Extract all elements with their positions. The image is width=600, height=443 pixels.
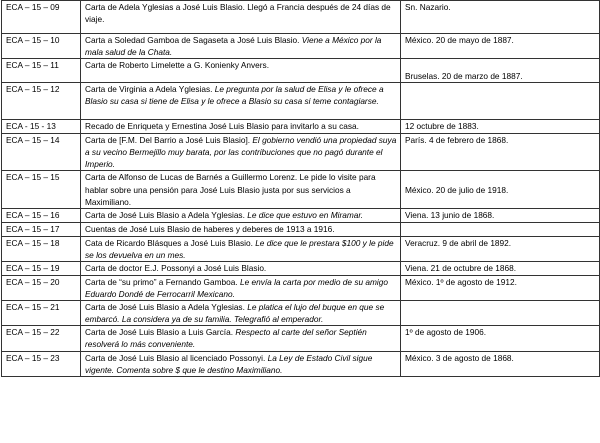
table-row [2, 222, 600, 236]
table-row [2, 34, 600, 59]
cell-description [81, 120, 401, 134]
cell-place-date: Sn. Nazario. [401, 1, 600, 34]
description-text: Cata de Ricardo Blásques a José Luis Blasio. [85, 237, 256, 248]
table-row [2, 120, 600, 134]
description-text: Carta de José Luis Blasio a Adela Yglesias. [85, 302, 248, 313]
cell-description [81, 351, 401, 376]
description-summary: Le pregunta por la salud de Elisa y le ofrece a Blasio su casa si tiene de Elisa y le ofrece a Blasio su casa si teme contagiarse. [85, 84, 384, 107]
catalog-body [2, 1, 600, 377]
table-row [2, 59, 600, 83]
cell-place-date: Viena. 13 junio de 1868. [401, 208, 600, 222]
cell-place-date: 1º de agosto de 1906. [401, 326, 600, 351]
cell-description [81, 1, 401, 34]
cell-code: ECA – 15 – 14 [2, 134, 81, 171]
description-text: Carta de [F.M. Del Barrio a José Luis Blasio]. [85, 135, 253, 146]
description-summary: El gobierno vendió una propiedad suya a su vecino Bermejillo muy barata, por las contribuciones que no pagó durante el Imperio. [85, 135, 397, 170]
description-summary: Respecto al carte del señor Septién resolverá lo más conveniente. [85, 327, 367, 350]
description-summary: Le platica el lujo del buque en que se embarcó. La considera ya de su familia. Telegrafió al emperador. [85, 302, 385, 325]
cell-place-date: México. 20 de mayo de 1887. [401, 34, 600, 59]
description-summary: Viene a México por la mala salud de la Chata. [85, 35, 382, 58]
cell-code: ECA – 15 – 20 [2, 275, 81, 300]
cell-description [81, 222, 401, 236]
cell-place-date: Viena. 21 de octubre de 1868. [401, 261, 600, 275]
table-row [2, 261, 600, 275]
cell-description [81, 301, 401, 326]
description-text: Carta de Adela Yglesias a José Luis Blasio. Llegó a Francia después de 24 días de viaje. [85, 2, 391, 25]
cell-code: ECA – 15 – 18 [2, 236, 81, 261]
cell-description [81, 236, 401, 261]
cell-place-date: México. 20 de julio de 1918. [401, 171, 600, 208]
cell-place-date: Bruselas. 20 de marzo de 1887. [401, 59, 600, 83]
table-row [2, 326, 600, 351]
description-summary: Le envía la carta por medio de su amigo Eduardo Dondé de Ferrocarril Mexicano. [85, 276, 389, 300]
cell-description [81, 83, 401, 120]
description-summary: Le dice que le prestara $100 y le pide se los devuelva en un mes. [85, 237, 394, 260]
cell-place-date [401, 222, 600, 236]
description-text: Carta de Roberto Limelette a G. Konienky Anvers. [85, 60, 270, 71]
cell-code: ECA – 15 – 22 [2, 326, 81, 351]
cell-description [81, 261, 401, 275]
table-row [2, 83, 600, 120]
table-row [2, 236, 600, 261]
cell-code: ECA – 15 – 21 [2, 301, 81, 326]
cell-code: ECA – 15 – 09 [2, 1, 81, 34]
description-text: Carta de José Luis Blasio a Luis García. [85, 327, 236, 338]
cell-place-date [401, 301, 600, 326]
cell-code: ECA - 15 - 13 [2, 120, 81, 134]
description-text: Recado de Enriqueta y Ernestina José Luis Blasio para invitarlo a su casa. [85, 121, 359, 132]
cell-place-date: Veracruz. 9 de abril de 1892. [401, 236, 600, 261]
cell-code: ECA – 15 – 12 [2, 83, 81, 120]
cell-description [81, 171, 401, 208]
table-row [2, 1, 600, 34]
cell-code: ECA – 15 – 17 [2, 222, 81, 236]
cell-place-date: París. 4 de febrero de 1868. [401, 134, 600, 171]
cell-code: ECA – 15 – 15 [2, 171, 81, 208]
document-catalog-table [1, 0, 600, 377]
cell-description [81, 275, 401, 300]
description-text: Carta de José Luis Blasio al licenciado Possonyi. [85, 352, 268, 363]
cell-code: ECA – 15 – 23 [2, 351, 81, 376]
cell-description [81, 134, 401, 171]
description-text: Cuentas de José Luis Blasio de haberes y deberes de 1913 a 1916. [85, 223, 335, 234]
table-row [2, 301, 600, 326]
cell-description [81, 208, 401, 222]
cell-code: ECA – 15 – 16 [2, 208, 81, 222]
table-row [2, 171, 600, 208]
description-text: Carta de José Luis Blasio a Adela Yglesias. [85, 209, 248, 220]
description-text: Carta de Virginia a Adela Yglesias. [85, 84, 215, 95]
table-row [2, 134, 600, 171]
description-summary: La Ley de Estado Civil sigue vigente. Comenta sobre $ que le destino Maximiliano. [85, 352, 373, 375]
cell-code: ECA – 15 – 19 [2, 261, 81, 275]
cell-description [81, 326, 401, 351]
cell-place-date: 12 octubre de 1883. [401, 120, 600, 134]
description-text: Carta de Alfonso de Lucas de Barnés a Guillermo Lorenz. Le pide lo visite para hablar sobre una pensión para José Luis Blasio justa por sus servicios a Maximiliano. [85, 172, 376, 207]
cell-place-date: México. 3 de agosto de 1868. [401, 351, 600, 376]
description-text: Carta a Soledad Gamboa de Sagaseta a José Luis Blasio. [85, 35, 302, 45]
cell-code: ECA – 15 – 10 [2, 34, 81, 59]
table-row [2, 208, 600, 222]
table-row [2, 351, 600, 376]
cell-description [81, 59, 401, 83]
description-summary: Le dice que estuvo en Miramar. [247, 209, 364, 220]
cell-place-date [401, 83, 600, 120]
cell-description [81, 34, 401, 59]
cell-place-date: México. 1º de agosto de 1912. [401, 275, 600, 300]
cell-code: ECA – 15 – 11 [2, 59, 81, 83]
description-text: Carta de “su primo” a Fernando Gamboa. [85, 276, 240, 287]
table-row [2, 275, 600, 300]
description-text: Carta de doctor E.J. Possonyi a José Luis Blasio. [85, 262, 267, 273]
